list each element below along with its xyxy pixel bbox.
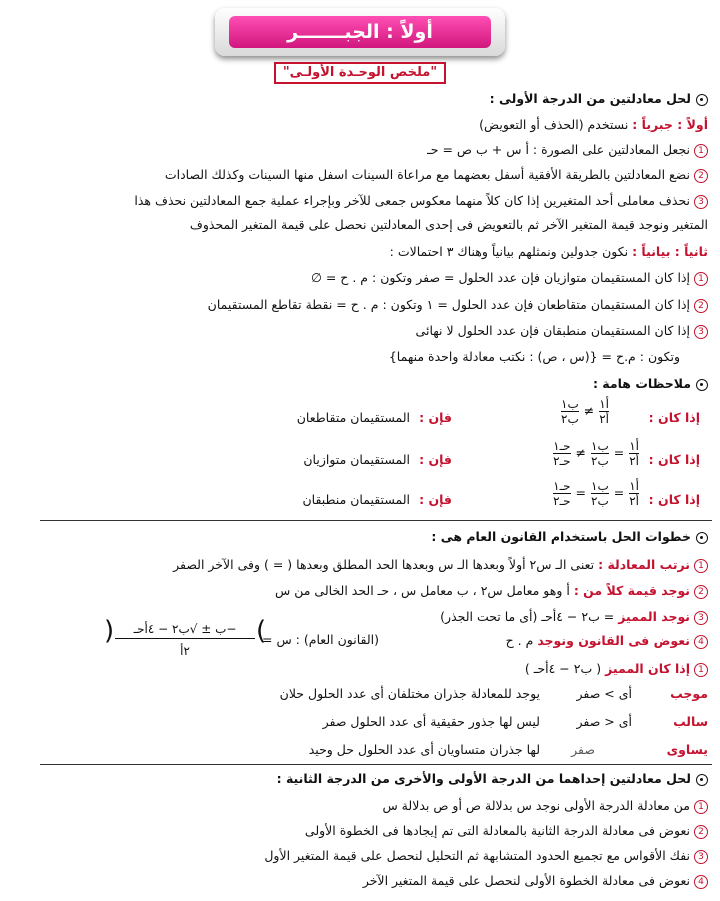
result-2: المستقيمان متوازيان: [303, 452, 410, 467]
title-banner: [215, 8, 505, 56]
case-zero-text: لها جذران متساويان أى عدد الحلول حل وحيد: [308, 742, 540, 757]
case-negative-cond: أى < صفر: [576, 714, 632, 729]
case-negative: سالب: [673, 714, 708, 729]
then-label: فإن :: [419, 452, 452, 467]
list-item: 3نفك الأقواس مع تجميع الحدود المتشابهة ثم التحليل لنحصل على قيمة المتغير الأول: [264, 847, 708, 865]
list-item-cont: وتكون : م.ح = {(س ، ص) : نكتب معادلة واحدة منهما}: [388, 349, 680, 364]
bullet-icon: [696, 774, 708, 786]
divider: [40, 764, 712, 765]
case-positive: موجب: [670, 686, 708, 701]
list-item: 1نجعل المعادلتين على الصورة : أ س + ب ص = حـ: [427, 141, 708, 159]
ratio-1: $\frac{\text{أ١}}{\text{أ٢}}$ ≠ $\frac{\text{ب١}}{\text{ب٢}}$: [561, 397, 609, 426]
bullet-icon: [696, 379, 708, 391]
page-title: أولاً : الجبـــــــر: [229, 16, 491, 48]
summary-label: "ملخص الوحـدة الأولـى": [274, 62, 446, 84]
formula-denominator: ٢أ: [180, 644, 190, 658]
case-zero: يساوى: [666, 742, 708, 757]
paren-right: ): [256, 616, 267, 646]
list-item: 3نوجد المميز = ب٢ − ٤أحـ (أى ما تحت الجذر): [440, 608, 708, 626]
list-item: 1من معادلة الدرجة الأولى نوجد س بدلالة ص أو ص بدلالة س: [382, 797, 708, 815]
if-label: إذا كان :: [648, 452, 700, 467]
case-positive-cond: أى > صفر: [576, 686, 632, 701]
notes-title: ملاحظات هامة :: [593, 375, 708, 393]
quadratic-formula: [115, 622, 255, 662]
section-3-title: لحل معادلتين إحداهما من الدرجة الأولى والأخرى من الدرجة الثانية :: [277, 770, 708, 788]
section-2-title: خطوات الحل باستخدام القانون العام هى :: [431, 528, 708, 546]
bullet-icon: [696, 94, 708, 106]
paren-left: (: [104, 616, 115, 646]
section-1-title: لحل معادلتين من الدرجة الأولى :: [490, 90, 708, 108]
divider: [40, 520, 712, 521]
list-item: 1إذا كان المميز ( ب٢ − ٤أحـ ): [525, 660, 708, 678]
if-label: إذا كان :: [648, 410, 700, 425]
then-label: فإن :: [419, 492, 452, 507]
result-3: المستقيمان منطبقان: [302, 492, 410, 507]
list-item: 2إذا كان المستقيمان متقاطعان فإن عدد الحلول = ١ وتكون : م . ح = نقطة تقاطع المستقيمان: [208, 296, 708, 314]
bullet-icon: [696, 532, 708, 544]
then-label: فإن :: [419, 410, 452, 425]
list-item: 2نوجد قيمة كلاً من : أ وهو معامل س٢ ، ب معامل س ، حـ الحد الخالى من س: [275, 582, 708, 600]
graph-line: ثانياً : بيانياً : نكون جدولين ونمثلهم بيانياً وهناك ٣ احتمالات :: [389, 244, 708, 259]
formula-numerator: −ب ± √ب٢ − ٤أحـ: [115, 622, 255, 639]
general-law-label: (القانون العام) : س =: [262, 632, 379, 647]
if-label: إذا كان :: [648, 492, 700, 507]
case-negative-text: ليس لها جذور حقيقية أى عدد الحلول صفر: [322, 714, 540, 729]
list-item-cont: المتغير ونوجد قيمة المتغير الآخر ثم بالتعويض فى إحدى المعادلتين نحصل على قيمة المتغير المحذوف: [189, 217, 708, 232]
case-zero-cond: صفر: [571, 742, 595, 757]
list-item: 2نضع المعادلتين بالطريقة الأفقية أسفل بعضهما مع مراعاة السينات اسفل منها السينات وكذلك الصادات: [165, 166, 708, 184]
case-positive-text: يوجد للمعادلة جذران مختلفان أى عدد الحلول حلان: [279, 686, 540, 701]
list-item: 1إذا كان المستقيمان متوازيان فإن عدد الحلول = صفر وتكون : م . ح = ∅: [311, 269, 708, 287]
ratio-3: $\frac{\text{أ١}}{\text{أ٢}}$ = $\frac{\text{ب١}}{\text{ب٢}}$ = $\frac{\text{حـ١}}{\text{حـ٢}}$: [553, 479, 639, 508]
list-item: 4نعوض فى معادلة الخطوة الأولى لنحصل على قيمة المتغير الآخر: [363, 872, 708, 890]
list-item: 4نعوض فى القانون ونوجد م . ح: [506, 632, 708, 650]
algebra-line: أولاً : جبرياً : نستخدم (الحذف أو التعويض): [479, 117, 708, 132]
list-item: 3نحذف معاملى أحد المتغيرين إذا كان كلاً منهما معكوس جمعى للآخر وبإجراء عملية جمع المعادلتين نحذف هذا: [134, 192, 708, 210]
result-1: المستقيمان متقاطعان: [296, 410, 410, 425]
list-item: 3إذا كان المستقيمان منطبقان فإن عدد الحلول لا نهائى: [416, 322, 708, 340]
ratio-2: $\frac{\text{أ١}}{\text{أ٢}}$ = $\frac{\text{ب١}}{\text{ب٢}}$ ≠ $\frac{\text{حـ١}}{\text{حـ٢}}$: [553, 439, 639, 468]
list-item: 2نعوض فى معادلة الدرجة الثانية بالمعادلة التى تم إيجادها فى الخطوة الأولى: [305, 822, 708, 840]
list-item: 1نرتب المعادلة : تعنى الـ س٢ أولاً وبعدها الـ س وبعدها الحد المطلق وبعدها ( = ) وفى الآخر الصفر: [173, 556, 708, 574]
